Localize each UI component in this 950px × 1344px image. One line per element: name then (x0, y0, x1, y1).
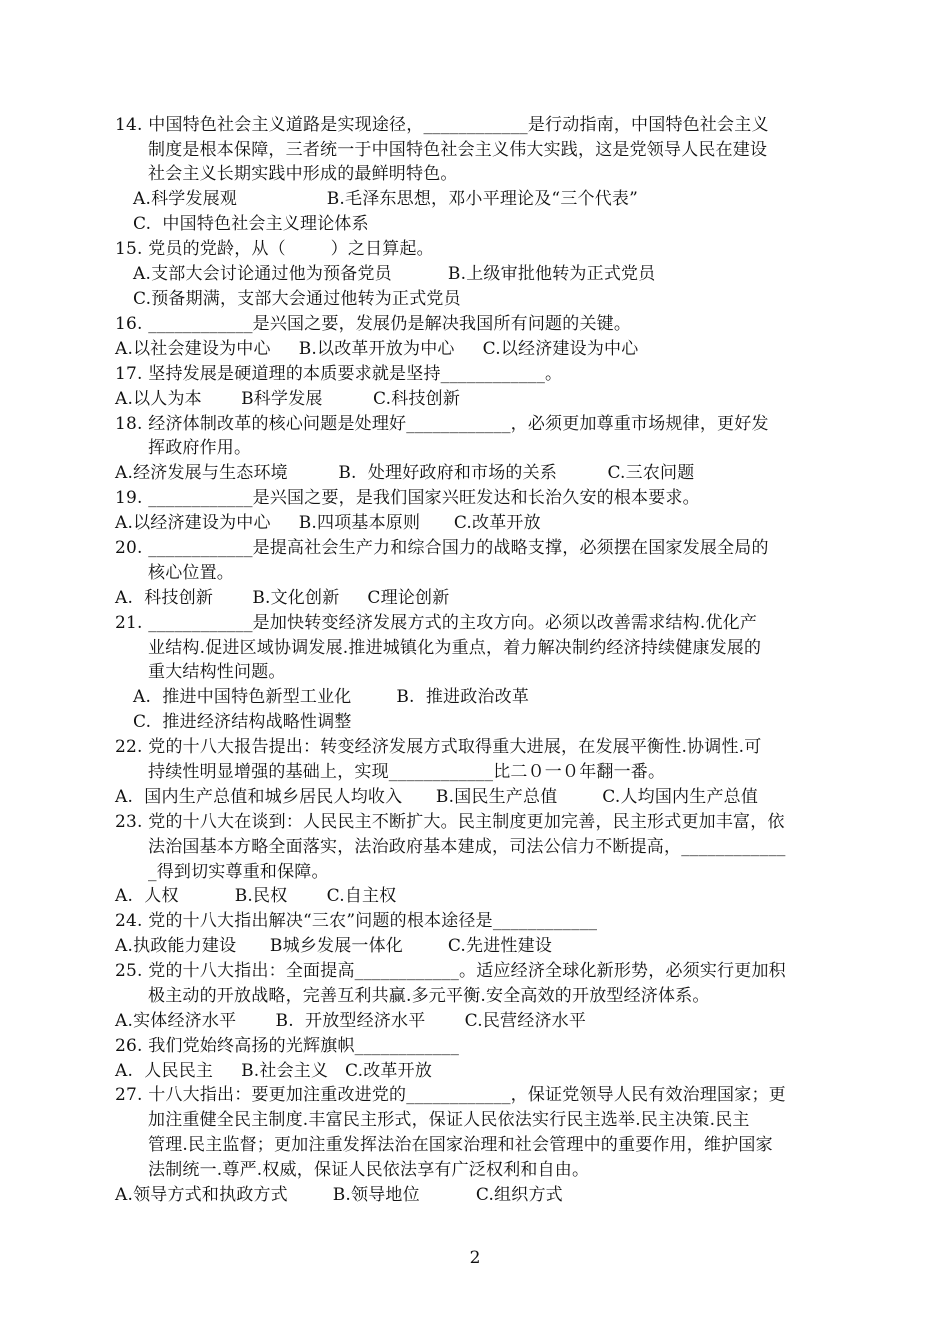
q21-options-1: A. 推进中国特色新型工业化 B. 推进政治改革 (133, 687, 530, 707)
q26-options-1: A. 人民民主 B.社会主义 C.改革开放 (115, 1061, 433, 1081)
q15-options-1: A.支部大会讨论通过他为预备党员 B.上级审批他转为正式党员 (133, 264, 656, 284)
page-number: 2 (469, 1248, 481, 1268)
q19-line-1: 19. ____________是兴国之要，是我们国家兴旺发达和长治久安的根本要求。 (115, 488, 700, 508)
q27-options-1: A.领导方式和执政方式 B.领导地位 C.组织方式 (115, 1185, 563, 1205)
q19-options-1: A.以经济建设为中心 B.四项基本原则 C.改革开放 (115, 513, 541, 533)
q15-line-1: 15. 党员的党龄，从（ ）之日算起。 (115, 239, 434, 259)
q17-options-1: A.以人为本 B科学发展 C.科技创新 (115, 389, 461, 409)
q14-line-1: 14. 中国特色社会主义道路是实现途径，____________是行动指南，中国特色社会主义 (115, 115, 769, 135)
q20-line-2: 核心位置。 (148, 563, 234, 583)
q21-line-1: 21. ____________是加快转变经济发展方式的主攻方向。必须以改善需求结构.优化产 (115, 613, 758, 633)
q27-line-2: 加注重健全民主制度.丰富民主形式，保证人民依法实行民主选举.民主决策.民主 (148, 1110, 750, 1130)
q15-options-2: C.预备期满，支部大会通过他转为正式党员 (133, 289, 461, 309)
q14-options-1: A.科学发展观 B.毛泽东思想，邓小平理论及“三个代表” (133, 189, 639, 209)
q27-line-1: 27. 十八大指出：要更加注重改进党的____________，保证党领导人民有效治理国家；更 (115, 1085, 786, 1105)
q25-line-2: 极主动的开放战略，完善互利共赢.多元平衡.安全高效的开放型经济体系。 (148, 986, 710, 1006)
q21-options-2: C. 推进经济结构战略性调整 (133, 712, 352, 732)
q22-options-1: A. 国内生产总值和城乡居民人均收入 B.国民生产总值 C.人均国内生产总值 (115, 787, 759, 807)
q22-line-2: 持续性明显增强的基础上，实现____________比二０一０年翻一番。 (148, 762, 666, 782)
q16-line-1: 16. ____________是兴国之要，发展仍是解决我国所有问题的关键。 (115, 314, 632, 334)
q17-line-1: 17. 坚持发展是硬道理的本质要求就是坚持____________。 (115, 364, 563, 384)
q14-line-3: 社会主义长期实践中形成的最鲜明特色。 (148, 164, 458, 184)
q22-line-1: 22. 党的十八大报告提出：转变经济发展方式取得重大进展，在发展平衡性.协调性.可 (115, 737, 762, 757)
q24-line-1: 24. 党的十八大指出解决“三农”问题的根本途径是____________ (115, 911, 598, 931)
q14-options-2: C. 中国特色社会主义理论体系 (133, 214, 369, 234)
q20-line-1: 20. ____________是提高社会生产力和综合国力的战略支撑，必须摆在国家发展全局的 (115, 538, 769, 558)
q25-line-1: 25. 党的十八大指出：全面提高____________。适应经济全球化新形势，必须实行更加积 (115, 961, 786, 981)
q23-line-3: _得到切实尊重和保障。 (148, 862, 329, 882)
q18-line-2: 挥政府作用。 (148, 438, 252, 458)
q21-line-3: 重大结构性问题。 (148, 662, 286, 682)
q18-options-1: A.经济发展与生态环境 B. 处理好政府和市场的关系 C.三农问题 (115, 463, 695, 483)
q25-options-1: A.实体经济水平 B. 开放型经济水平 C.民营经济水平 (115, 1011, 587, 1031)
q23-line-2: 法治国基本方略全面落实，法治政府基本建成，司法公信力不断提高，____________ (148, 837, 786, 857)
q18-line-1: 18. 经济体制改革的核心问题是处理好____________，必须更加尊重市场规律，更好发 (115, 414, 769, 434)
q23-options-1: A. 人权 B.民权 C.自主权 (115, 886, 397, 906)
q14-line-2: 制度是根本保障，三者统一于中国特色社会主义伟大实践，这是党领导人民在建设 (148, 140, 768, 160)
q20-options-1: A. 科技创新 B.文化创新 C理论创新 (115, 588, 450, 608)
q27-line-4: 法制统一.尊严.权威，保证人民依法享有广泛权利和自由。 (148, 1160, 590, 1180)
q16-options-1: A.以社会建设为中心 B.以改革开放为中心 C.以经济建设为中心 (115, 339, 639, 359)
q24-options-1: A.执政能力建设 B城乡发展一体化 C.先进性建设 (115, 936, 553, 956)
q21-line-2: 业结构.促进区域协调发展.推进城镇化为重点，着力解决制约经济持续健康发展的 (148, 638, 762, 658)
q27-line-3: 管理.民主监督；更加注重发挥法治在国家治理和社会管理中的重要作用，维护国家 (148, 1135, 773, 1155)
q23-line-1: 23. 党的十八大在谈到：人民民主不断扩大。民主制度更加完善，民主形式更加丰富，依 (115, 812, 785, 832)
q26-line-1: 26. 我们党始终高扬的光辉旗帜____________ (115, 1036, 460, 1056)
